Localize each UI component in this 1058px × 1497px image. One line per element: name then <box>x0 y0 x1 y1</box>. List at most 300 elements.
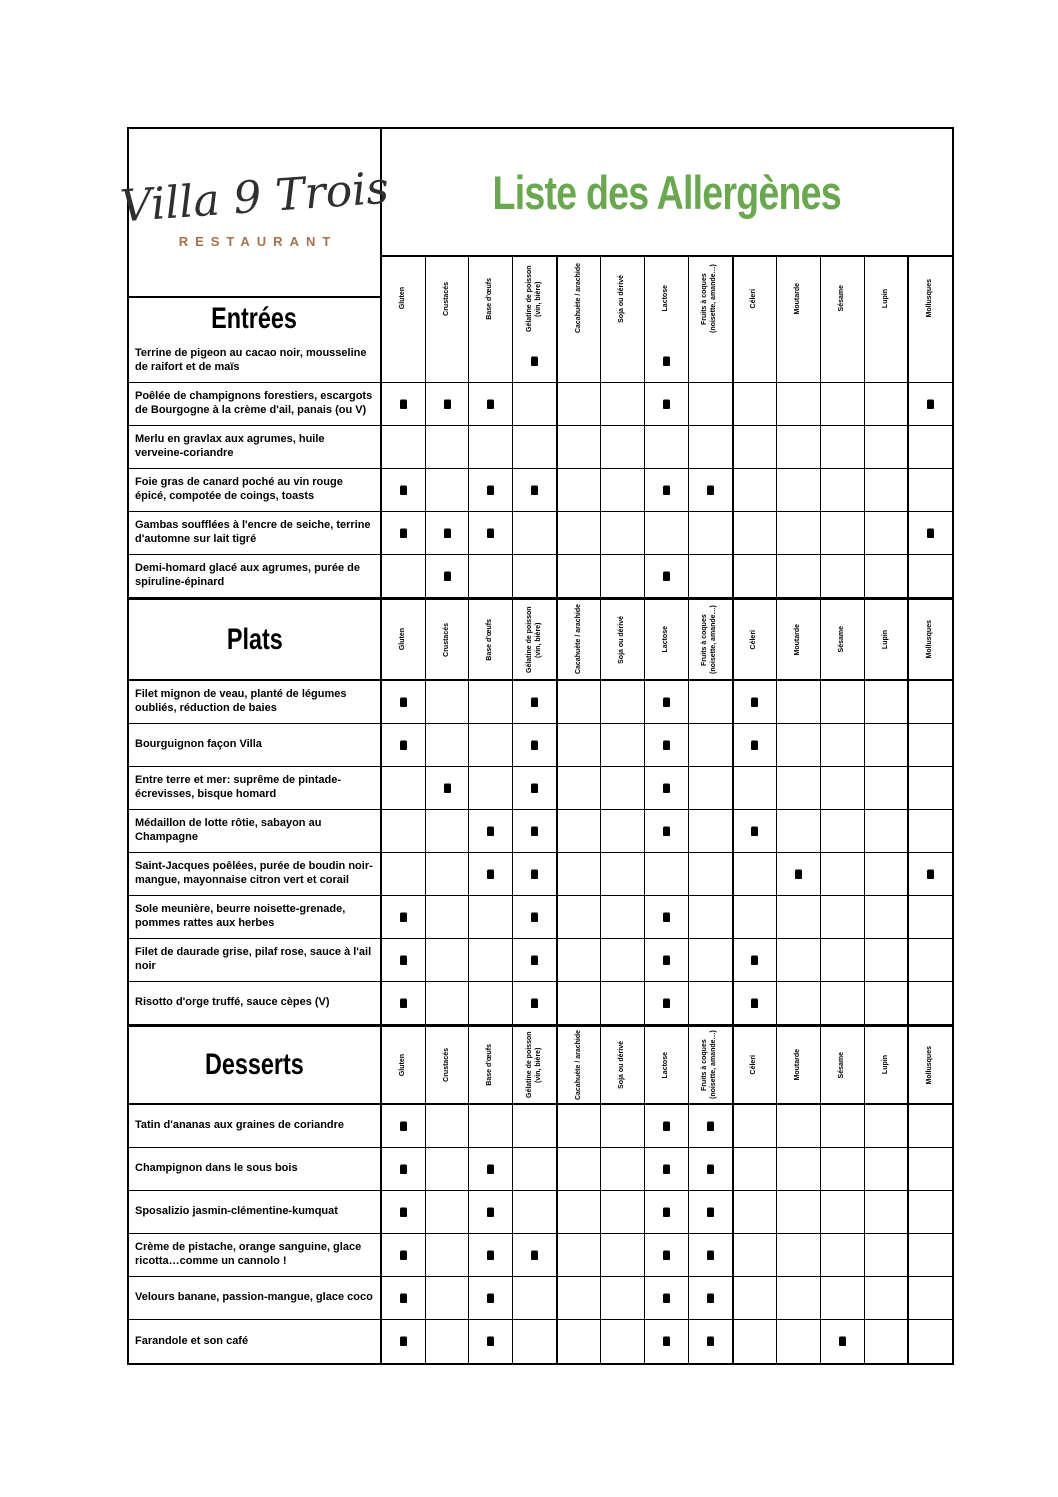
allergen-cell <box>821 896 865 938</box>
allergen-cell <box>513 982 558 1024</box>
allergen-column-header <box>645 257 689 340</box>
allergen-column-header <box>426 600 470 679</box>
allergen-cell <box>469 469 513 511</box>
table-row <box>129 853 952 896</box>
allergen-cell <box>734 1191 778 1233</box>
allergen-cell <box>513 939 558 981</box>
allergen-mark-icon <box>487 1165 494 1174</box>
dish-name-cell <box>129 426 382 468</box>
allergen-cell <box>513 724 558 766</box>
allergen-cell <box>777 767 821 809</box>
allergen-column-header <box>558 1027 602 1103</box>
allergen-cell <box>645 896 689 938</box>
allergen-cell <box>689 340 734 382</box>
allergen-column-header <box>513 600 558 679</box>
table-row <box>129 512 952 555</box>
header-left-column <box>118 129 391 340</box>
allergen-cell <box>601 681 645 723</box>
allergen-column-label: Mollusques <box>926 279 934 318</box>
allergen-cell <box>513 1320 558 1363</box>
allergen-column-header <box>777 1027 821 1103</box>
section-header-desserts <box>129 1025 952 1105</box>
allergen-cell <box>469 512 513 554</box>
allergen-cell <box>821 1320 865 1363</box>
table-row <box>129 1234 952 1277</box>
dish-name-cell <box>129 340 382 382</box>
allergen-cell <box>382 1320 426 1363</box>
allergen-cell <box>909 555 952 597</box>
allergen-mark-icon <box>400 1337 407 1346</box>
allergen-cell <box>426 340 470 382</box>
table-row <box>129 340 952 383</box>
allergen-cell <box>909 340 952 382</box>
allergen-cell <box>645 1277 689 1319</box>
allergen-mark-icon <box>444 572 451 581</box>
allergen-cell <box>513 426 558 468</box>
allergen-cell <box>821 853 865 895</box>
allergen-cell <box>689 1191 734 1233</box>
allergen-cell <box>601 767 645 809</box>
allergen-column-header <box>513 257 558 340</box>
allergen-cell <box>558 469 602 511</box>
allergen-mark-icon <box>400 741 407 750</box>
allergen-column-header <box>777 600 821 679</box>
table-row <box>129 939 952 982</box>
dish-name: Entre terre et mer: suprême de pintade-écrevisses, bisque homard <box>135 774 342 800</box>
allergen-cell <box>689 767 734 809</box>
allergen-column-label: Lupin <box>881 288 889 309</box>
dish-name: Sposalizio jasmin-clémentine-kumquat <box>135 1205 338 1218</box>
allergen-cell <box>513 1148 558 1190</box>
allergen-cell <box>777 340 821 382</box>
allergen-cell <box>909 681 952 723</box>
allergen-mark-icon <box>707 1251 714 1260</box>
allergen-column-label: Cacahuète / arachide <box>574 604 582 675</box>
allergen-cell <box>865 724 910 766</box>
dish-name: Velours banane, passion-mangue, glace coco <box>135 1291 373 1304</box>
allergen-column-label: Gluten <box>398 1053 406 1077</box>
allergen-column-label: Crustacés <box>442 281 450 316</box>
allergen-column-label: Moutarde <box>794 282 802 315</box>
dish-name: Filet mignon de veau, planté de légumes oubliés, réduction de baies <box>135 688 347 714</box>
allergen-cell <box>909 1105 952 1147</box>
allergen-mark-icon <box>751 827 758 836</box>
allergen-cell <box>865 982 910 1024</box>
allergen-cell <box>558 939 602 981</box>
allergen-cell <box>558 896 602 938</box>
allergen-cell <box>558 1191 602 1233</box>
logo-subtitle: RESTAURANT <box>178 234 338 249</box>
allergen-cell <box>469 681 513 723</box>
allergen-cell <box>734 426 778 468</box>
allergen-cell <box>645 767 689 809</box>
allergen-cell <box>645 853 689 895</box>
allergen-cell <box>426 555 470 597</box>
allergen-cell <box>469 1320 513 1363</box>
dish-name: Médaillon de lotte rôtie, sabayon au Champagne <box>135 817 322 843</box>
allergen-cell <box>689 1105 734 1147</box>
dish-name-cell <box>129 1191 382 1233</box>
allergen-cell <box>601 939 645 981</box>
allergen-mark-icon <box>531 870 538 879</box>
allergen-column-header <box>426 257 470 340</box>
allergen-mark-icon <box>839 1337 846 1346</box>
allergen-cell <box>469 383 513 425</box>
allergen-cell <box>909 426 952 468</box>
table-row <box>129 724 952 767</box>
allergen-cell <box>821 681 865 723</box>
allergen-cell <box>689 469 734 511</box>
allergen-column-label: Sésame <box>837 285 845 312</box>
allergen-cell <box>513 810 558 852</box>
section-title-cell <box>129 600 382 679</box>
allergen-cell <box>734 724 778 766</box>
allergen-cell <box>558 1234 602 1276</box>
allergen-cell <box>601 469 645 511</box>
dish-name: Foie gras de canard poché au vin rouge épicé, compotée de coings, toasts <box>135 476 343 502</box>
allergen-cell <box>645 1105 689 1147</box>
dish-name-cell <box>129 767 382 809</box>
allergen-cell <box>558 555 602 597</box>
allergen-column-header <box>382 257 426 340</box>
allergen-cell <box>689 810 734 852</box>
table-row <box>129 1148 952 1191</box>
table-row <box>129 1277 952 1320</box>
allergen-cell <box>558 1277 602 1319</box>
allergen-mark-icon <box>487 1251 494 1260</box>
allergen-column-header <box>601 1027 645 1103</box>
dish-name-cell <box>129 1148 382 1190</box>
dish-name: Crème de pistache, orange sanguine, glace ricotta…comme un cannolo ! <box>135 1241 362 1267</box>
allergen-mark-icon <box>400 1165 407 1174</box>
allergen-cell <box>426 1105 470 1147</box>
allergen-cell <box>689 1234 734 1276</box>
allergen-cell <box>689 896 734 938</box>
allergen-cell <box>909 1277 952 1319</box>
allergen-table <box>118 127 954 1365</box>
allergen-cell <box>645 1320 689 1363</box>
allergen-cell <box>909 810 952 852</box>
allergen-column-label: Base d'œufs <box>486 1044 494 1086</box>
dish-name-cell <box>129 724 382 766</box>
restaurant-logo <box>118 129 391 298</box>
allergen-cell <box>689 724 734 766</box>
allergen-cell <box>734 810 778 852</box>
allergen-cell <box>558 340 602 382</box>
allergen-mark-icon <box>663 956 670 965</box>
allergen-cell <box>513 555 558 597</box>
allergen-mark-icon <box>531 357 538 366</box>
allergen-mark-icon <box>663 784 670 793</box>
dish-name-cell <box>129 512 382 554</box>
allergen-cell <box>734 512 778 554</box>
allergen-cell <box>865 1234 910 1276</box>
allergen-cell <box>426 724 470 766</box>
allergen-column-label: Mollusques <box>926 1045 934 1085</box>
allergen-cell <box>426 426 470 468</box>
allergen-cell <box>865 1191 910 1233</box>
allergen-column-label: Soja ou dérivé <box>618 274 626 323</box>
table-row <box>129 1320 952 1363</box>
allergen-cell <box>469 939 513 981</box>
allergen-column-label: Sésame <box>837 1051 845 1079</box>
allergen-cell <box>909 1191 952 1233</box>
allergen-column-label: Cacahuète / arachide <box>574 1029 582 1101</box>
allergen-cell <box>558 724 602 766</box>
allergen-cell <box>382 767 426 809</box>
allergen-cell <box>734 681 778 723</box>
allergen-column-header <box>469 257 513 340</box>
allergen-column-label: Fruits à coques (noisette, amande…) <box>701 1030 718 1100</box>
table-header-region <box>118 129 952 340</box>
allergen-mark-icon <box>663 1294 670 1303</box>
allergen-cell <box>865 1148 910 1190</box>
allergen-cell <box>777 939 821 981</box>
allergen-column-header <box>909 257 952 340</box>
allergen-column-header <box>777 257 821 340</box>
allergen-column-header <box>645 600 689 679</box>
allergen-cell <box>821 1277 865 1319</box>
allergen-column-header <box>601 257 645 340</box>
header-right-column <box>382 129 952 340</box>
allergen-cell <box>734 767 778 809</box>
allergen-cell <box>469 896 513 938</box>
allergen-mark-icon <box>400 999 407 1008</box>
allergen-column-label: Gluten <box>398 287 406 310</box>
allergen-cell <box>601 340 645 382</box>
allergen-column-header <box>558 600 602 679</box>
section-title: Desserts <box>205 1048 304 1081</box>
table-row <box>129 469 952 512</box>
section-header-entrees <box>129 298 380 340</box>
allergen-mark-icon <box>663 1208 670 1217</box>
allergen-column-label: Fruits à coques (noisette, amande…) <box>701 605 718 674</box>
allergen-mark-icon <box>487 827 494 836</box>
dish-name: Poêlée de champignons forestiers, escargots de Bourgogne à la crème d'ail, panais (ou V) <box>135 390 373 416</box>
allergen-mark-icon <box>400 400 407 409</box>
allergen-cell <box>777 982 821 1024</box>
allergen-cell <box>469 426 513 468</box>
allergen-cell <box>777 1191 821 1233</box>
allergen-cell <box>469 1234 513 1276</box>
allergen-cell <box>513 853 558 895</box>
table-row <box>129 767 952 810</box>
allergen-cell <box>734 383 778 425</box>
allergen-cell <box>777 1105 821 1147</box>
allergen-cell <box>865 469 910 511</box>
allergen-cell <box>689 853 734 895</box>
allergen-column-label: Soja ou dérivé <box>618 615 626 664</box>
allergen-column-header <box>865 600 910 679</box>
allergen-column-header <box>734 600 778 679</box>
allergen-cell <box>777 1320 821 1363</box>
allergen-mark-icon <box>751 698 758 707</box>
allergen-cell <box>469 1148 513 1190</box>
allergen-cell <box>777 1234 821 1276</box>
allergen-cell <box>558 810 602 852</box>
allergen-cell <box>821 939 865 981</box>
allergen-mark-icon <box>707 1208 714 1217</box>
allergen-mark-icon <box>663 1165 670 1174</box>
allergen-cell <box>821 1148 865 1190</box>
dish-name: Saint-Jacques poêlées, purée de boudin noir-mangue, mayonnaise citron vert et corail <box>135 860 373 886</box>
allergen-cell <box>601 512 645 554</box>
allergen-mark-icon <box>531 999 538 1008</box>
allergen-mark-icon <box>400 1208 407 1217</box>
allergen-mark-icon <box>531 698 538 707</box>
allergen-cell <box>601 1105 645 1147</box>
allergen-cell <box>689 512 734 554</box>
allergen-cell <box>865 681 910 723</box>
dish-name: Champignon dans le sous bois <box>135 1162 298 1175</box>
allergen-cell <box>821 383 865 425</box>
allergen-cell <box>426 853 470 895</box>
allergen-cell <box>382 512 426 554</box>
section-title: Plats <box>226 622 283 656</box>
allergen-cell <box>382 939 426 981</box>
allergen-mark-icon <box>663 400 670 409</box>
allergen-cell <box>601 426 645 468</box>
allergen-column-label: Gluten <box>398 628 406 651</box>
allergen-cell <box>469 982 513 1024</box>
allergen-cell <box>382 724 426 766</box>
allergen-cell <box>382 896 426 938</box>
allergen-cell <box>382 810 426 852</box>
allergen-mark-icon <box>487 400 494 409</box>
allergen-cell <box>601 724 645 766</box>
dish-name: Tatin d'ananas aux graines de coriandre <box>135 1119 345 1132</box>
allergen-cell <box>909 767 952 809</box>
allergen-column-label: Soja ou dérivé <box>618 1041 626 1089</box>
allergen-column-label: Lactose <box>662 1051 670 1079</box>
allergen-mark-icon <box>531 486 538 495</box>
allergen-column-label: Lactose <box>662 626 670 653</box>
allergen-cell <box>382 1191 426 1233</box>
allergen-cell <box>689 426 734 468</box>
allergen-cell <box>469 853 513 895</box>
allergen-cell <box>645 1148 689 1190</box>
allergen-cell <box>513 1191 558 1233</box>
allergen-cell <box>513 340 558 382</box>
allergen-cell <box>734 1277 778 1319</box>
allergen-cell <box>821 512 865 554</box>
allergen-mark-icon <box>531 827 538 836</box>
allergen-cell <box>601 383 645 425</box>
allergen-cell <box>777 555 821 597</box>
allergen-cell <box>513 681 558 723</box>
allergen-mark-icon <box>663 1122 670 1131</box>
allergen-cell <box>469 1277 513 1319</box>
allergen-cell <box>382 469 426 511</box>
allergen-cell <box>821 724 865 766</box>
allergen-cell <box>734 982 778 1024</box>
table-row <box>129 555 952 598</box>
dish-name-cell <box>129 853 382 895</box>
allergen-cell <box>601 1234 645 1276</box>
allergen-cell <box>558 1148 602 1190</box>
allergen-mark-icon <box>663 1337 670 1346</box>
allergen-mark-icon <box>707 486 714 495</box>
allergen-mark-icon <box>707 1122 714 1131</box>
allergen-cell <box>734 939 778 981</box>
allergen-cell <box>689 383 734 425</box>
allergen-column-header <box>469 600 513 679</box>
dish-name-cell <box>129 982 382 1024</box>
dish-name-cell <box>129 555 382 597</box>
dish-name-cell <box>129 383 382 425</box>
page-title <box>382 129 952 257</box>
allergen-column-header <box>865 257 910 340</box>
allergen-column-header <box>645 1027 689 1103</box>
allergen-column-header <box>689 257 734 340</box>
allergen-mark-icon <box>400 1251 407 1260</box>
dish-name-cell <box>129 810 382 852</box>
allergen-cell <box>382 555 426 597</box>
allergen-cell <box>513 512 558 554</box>
allergen-cell <box>909 1148 952 1190</box>
allergen-cell <box>777 383 821 425</box>
allergen-mark-icon <box>531 913 538 922</box>
allergen-mark-icon <box>663 741 670 750</box>
allergen-cell <box>734 1234 778 1276</box>
allergen-cell <box>382 426 426 468</box>
allergen-column-header <box>382 600 426 679</box>
allergen-column-label: Gélatine de poisson (vin, bière) <box>525 1031 542 1099</box>
allergen-column-header <box>909 600 952 679</box>
allergen-column-header <box>558 257 602 340</box>
allergen-cell <box>821 340 865 382</box>
allergen-cell <box>821 469 865 511</box>
allergen-cell <box>645 982 689 1024</box>
dish-name: Terrine de pigeon au cacao noir, mousseline de raifort et de maïs <box>135 347 367 373</box>
allergen-cell <box>865 767 910 809</box>
allergen-cell <box>865 512 910 554</box>
allergen-cell <box>601 982 645 1024</box>
allergen-column-label: Moutarde <box>794 1049 802 1081</box>
allergen-column-header <box>734 1027 778 1103</box>
allergen-column-header <box>909 1027 952 1103</box>
allergen-cell <box>426 512 470 554</box>
allergen-cell <box>513 1105 558 1147</box>
allergen-cell <box>601 896 645 938</box>
allergen-column-header <box>689 600 734 679</box>
allergen-cell <box>426 767 470 809</box>
dish-name-cell <box>129 896 382 938</box>
allergen-column-header <box>382 1027 426 1103</box>
allergen-cell <box>645 681 689 723</box>
allergen-cell <box>645 383 689 425</box>
allergen-cell <box>645 340 689 382</box>
allergen-cell <box>382 1234 426 1276</box>
allergen-column-label: Crustacés <box>442 622 450 657</box>
dish-name-cell <box>129 469 382 511</box>
allergen-cell <box>909 982 952 1024</box>
allergen-cell <box>689 1277 734 1319</box>
allergen-cell <box>513 767 558 809</box>
allergen-cell <box>645 939 689 981</box>
allergen-cell <box>382 681 426 723</box>
allergen-column-label: Base d'œufs <box>486 618 494 661</box>
allergen-cell <box>382 340 426 382</box>
allergen-mark-icon <box>707 1294 714 1303</box>
section-header-plats <box>129 598 952 681</box>
allergen-mark-icon <box>444 784 451 793</box>
allergen-mark-icon <box>487 870 494 879</box>
allergen-mark-icon <box>663 1251 670 1260</box>
allergen-cell <box>558 426 602 468</box>
allergen-mark-icon <box>487 1337 494 1346</box>
allergen-cell <box>777 426 821 468</box>
